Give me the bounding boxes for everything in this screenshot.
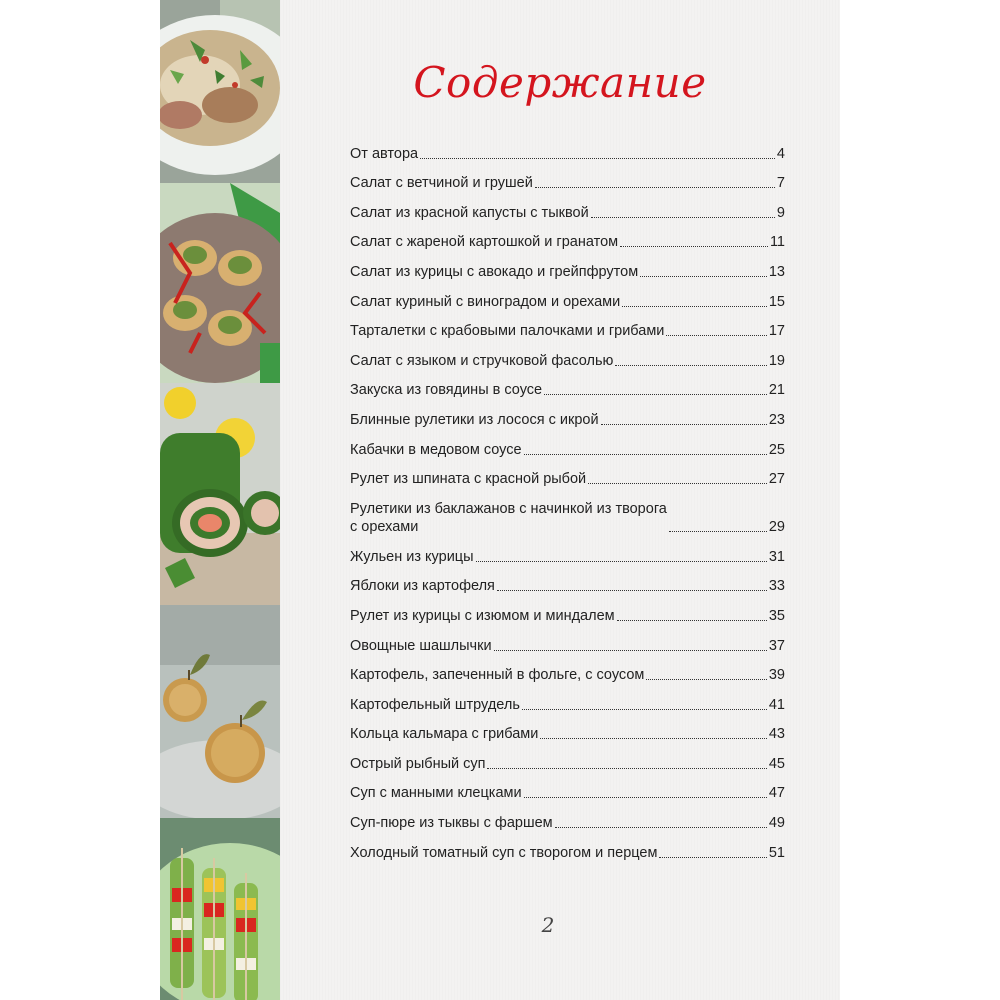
toc-entry[interactable] <box>350 251 785 281</box>
spinach-roll-photo <box>160 383 280 605</box>
dot-leader <box>544 394 767 395</box>
toc-entry-page: 45 <box>768 755 785 772</box>
dot-leader <box>535 187 775 188</box>
dot-leader <box>420 158 775 159</box>
toc-entry[interactable] <box>350 684 785 714</box>
page-number: 2 <box>541 913 555 937</box>
toc-entry-page: 13 <box>768 263 785 280</box>
toc-entry[interactable] <box>350 802 785 832</box>
toc-entry[interactable] <box>350 311 785 341</box>
dot-leader <box>646 679 767 680</box>
toc-entry-title: Острый рыбный суп <box>350 755 486 772</box>
toc-entry[interactable] <box>350 133 785 163</box>
toc-entry-title: Рулет из шпината с красной рыбой <box>350 471 587 488</box>
dot-leader <box>555 827 767 828</box>
toc-entry-title: Яблоки из картофеля <box>350 578 495 595</box>
toc-entry[interactable] <box>350 163 785 193</box>
dot-leader <box>620 246 768 247</box>
book-page <box>160 0 840 1000</box>
dot-leader <box>601 424 767 425</box>
contents-panel <box>280 0 840 1000</box>
dot-leader <box>588 483 767 484</box>
toc-entry-title: Суп с манными клецками <box>350 785 522 802</box>
toc-entry[interactable] <box>350 459 785 489</box>
toc-entry-title: Салат куриный с виноградом и орехами <box>350 293 621 310</box>
toc-entry[interactable] <box>350 429 785 459</box>
toc-entry-page: 43 <box>768 726 785 743</box>
dot-leader <box>540 738 766 739</box>
toc-entry-page: 27 <box>768 471 785 488</box>
dot-leader <box>615 365 766 366</box>
tartlets-photo <box>160 183 280 383</box>
toc-entry-title: Кабачки в медовом соусе <box>350 441 522 458</box>
toc-entry-title: Кольца кальмара с грибами <box>350 726 539 743</box>
toc-entry-page: 39 <box>768 667 785 684</box>
toc-entry-title: Овощные шашлычки <box>350 637 492 654</box>
toc-entry-page: 31 <box>768 548 785 565</box>
salad-photo <box>160 0 280 183</box>
toc-entry-page: 9 <box>776 204 785 221</box>
toc-entry[interactable] <box>350 399 785 429</box>
toc-entry-title: Блинные рулетики из лосося с икрой <box>350 411 599 428</box>
toc-entry-page: 7 <box>776 175 785 192</box>
dot-leader <box>522 709 767 710</box>
page-title: Содержание <box>413 58 707 107</box>
photo-strip <box>160 0 280 1000</box>
toc-entry[interactable] <box>350 625 785 655</box>
dot-leader <box>591 217 775 218</box>
dot-leader <box>640 276 767 277</box>
dot-leader <box>497 590 767 591</box>
toc-entry[interactable] <box>350 536 785 566</box>
toc-entry[interactable] <box>350 595 785 625</box>
toc-entry[interactable] <box>350 773 785 803</box>
toc-entry[interactable] <box>350 281 785 311</box>
toc-entry-title: Салат с жареной картошкой и гранатом <box>350 234 619 251</box>
toc-entry[interactable] <box>350 655 785 685</box>
toc-entry-page: 51 <box>768 844 785 861</box>
dot-leader <box>659 857 766 858</box>
dot-leader <box>487 768 766 769</box>
toc-entry-title: Закуска из говядины в соусе <box>350 382 543 399</box>
toc-entry-page: 37 <box>768 637 785 654</box>
toc-entry-page: 19 <box>768 352 785 369</box>
dot-leader <box>494 650 767 651</box>
toc-entry-page: 21 <box>768 382 785 399</box>
toc-entry[interactable] <box>350 222 785 252</box>
toc-entry[interactable] <box>350 370 785 400</box>
toc-entry[interactable] <box>350 488 785 536</box>
toc-entry-title: Картофель, запеченный в фольге, с соусом <box>350 667 645 684</box>
toc-entry-title: Суп-пюре из тыквы с фаршем <box>350 815 553 832</box>
toc-entry-page: 35 <box>768 607 785 624</box>
toc-entry-page: 17 <box>768 323 785 340</box>
toc-entry-title: Салат из красной капусты с тыквой <box>350 204 589 221</box>
toc-entry[interactable] <box>350 714 785 744</box>
toc-entry-title: Салат с языком и стручковой фасолью <box>350 352 614 369</box>
dot-leader <box>524 454 767 455</box>
dot-leader <box>524 797 767 798</box>
toc-entry-title: Холодный томатный суп с творогом и перцем <box>350 844 658 861</box>
toc-entry-page: 41 <box>768 696 785 713</box>
toc-entry-title-continued: с орехами <box>350 519 419 536</box>
dot-leader <box>476 561 767 562</box>
dot-leader <box>622 306 767 307</box>
vegetable-skewers-photo <box>160 818 280 1000</box>
table-of-contents <box>350 133 785 862</box>
toc-entry-title: Салат из курицы с авокадо и грейпфрутом <box>350 263 639 280</box>
toc-entry-page: 49 <box>768 815 785 832</box>
toc-entry-title: Жульен из курицы <box>350 548 474 565</box>
toc-entry-page: 4 <box>776 145 785 162</box>
dot-leader <box>669 531 767 532</box>
toc-entry-page: 15 <box>768 293 785 310</box>
toc-entry[interactable] <box>350 566 785 596</box>
toc-entry-page: 23 <box>768 411 785 428</box>
toc-entry-page: 11 <box>769 234 785 251</box>
toc-entry[interactable] <box>350 743 785 773</box>
toc-entry-title: Салат с ветчиной и грушей <box>350 175 533 192</box>
potato-apples-photo <box>160 605 280 818</box>
toc-entry-title: Тарталетки с крабовыми палочками и грибами <box>350 323 665 340</box>
toc-entry-page: 47 <box>768 785 785 802</box>
toc-entry-page: 33 <box>768 578 785 595</box>
toc-entry-page: 25 <box>768 441 785 458</box>
toc-entry-title: Рулетики из баклажанов с начинкой из творога <box>350 501 667 518</box>
toc-entry-title: От автора <box>350 145 419 162</box>
dot-leader <box>666 335 766 336</box>
dot-leader <box>617 620 767 621</box>
toc-entry-title: Картофельный штрудель <box>350 696 520 713</box>
toc-entry[interactable] <box>350 340 785 370</box>
toc-entry-page: 29 <box>768 519 785 536</box>
toc-entry[interactable] <box>350 192 785 222</box>
toc-entry-title: Рулет из курицы с изюмом и миндалем <box>350 607 615 624</box>
toc-entry[interactable] <box>350 832 785 862</box>
